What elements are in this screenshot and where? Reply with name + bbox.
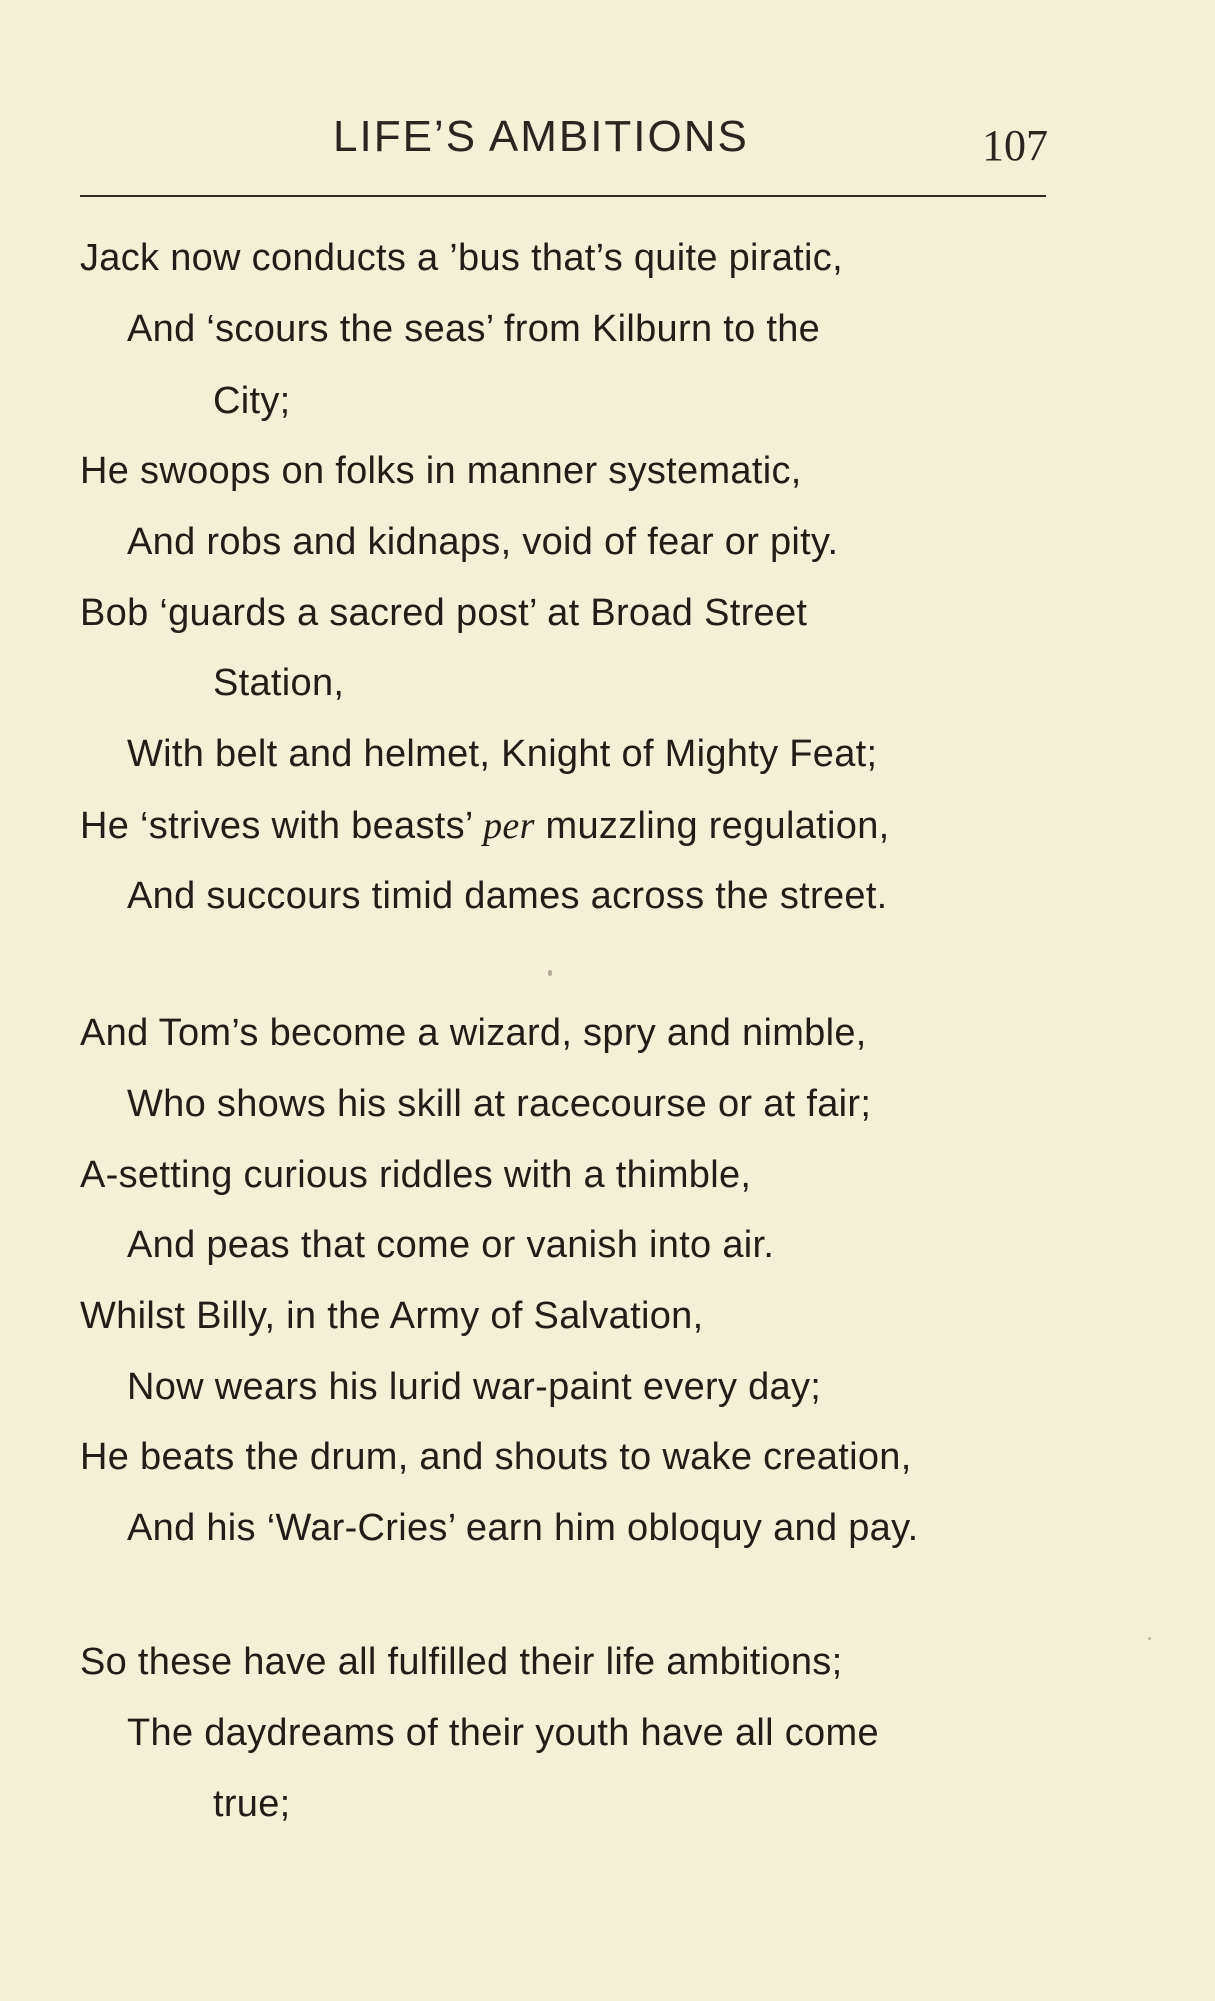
italic-word: per	[483, 805, 535, 847]
verse-line: And succours timid dames across the street.	[127, 875, 888, 917]
verse-line: Whilst Billy, in the Army of Salvation,	[80, 1295, 704, 1337]
verse-line	[80, 804, 890, 848]
verse-line: So these have all fulfilled their life ambitions;	[80, 1641, 843, 1683]
verse-fragment: muzzling regulation,	[545, 805, 890, 847]
running-head	[0, 112, 1215, 172]
verse-line: Bob ‘guards a sacred post’ at Broad Street	[80, 592, 808, 634]
verse-line: Station,	[213, 662, 345, 704]
verse-line: He beats the drum, and shouts to wake creation,	[80, 1436, 912, 1478]
verse-line: And peas that come or vanish into air.	[127, 1224, 775, 1266]
page-number: 107	[982, 121, 1048, 170]
verse-line: true;	[213, 1783, 291, 1825]
verse-line: Now wears his lurid war-paint every day;	[127, 1366, 822, 1408]
verse-line: With belt and helmet, Knight of Mighty Feat;	[127, 733, 878, 775]
verse-line: And robs and kidnaps, void of fear or pity.	[127, 521, 839, 563]
verse-fragment: He ‘strives with beasts’	[80, 805, 473, 847]
verse-line: And Tom’s become a wizard, spry and nimble,	[80, 1012, 867, 1054]
header-rule	[80, 195, 1046, 197]
verse-line: Jack now conducts a ’bus that’s quite piratic,	[80, 237, 843, 279]
verse-line: A-setting curious riddles with a thimble,	[80, 1154, 752, 1196]
verse-line: Who shows his skill at racecourse or at fair;	[127, 1083, 872, 1125]
verse-line: And his ‘War-Cries’ earn him obloquy and pay.	[127, 1507, 919, 1549]
running-title: LIFE’S AMBITIONS	[333, 112, 749, 161]
verse-line: He swoops on folks in manner systematic,	[80, 450, 802, 492]
verse-line: The daydreams of their youth have all come	[127, 1712, 879, 1754]
paper-speck	[1148, 1637, 1151, 1640]
verse-line: And ‘scours the seas’ from Kilburn to the	[127, 308, 821, 350]
verse-line: City;	[213, 380, 291, 422]
paper-speck	[548, 970, 552, 976]
